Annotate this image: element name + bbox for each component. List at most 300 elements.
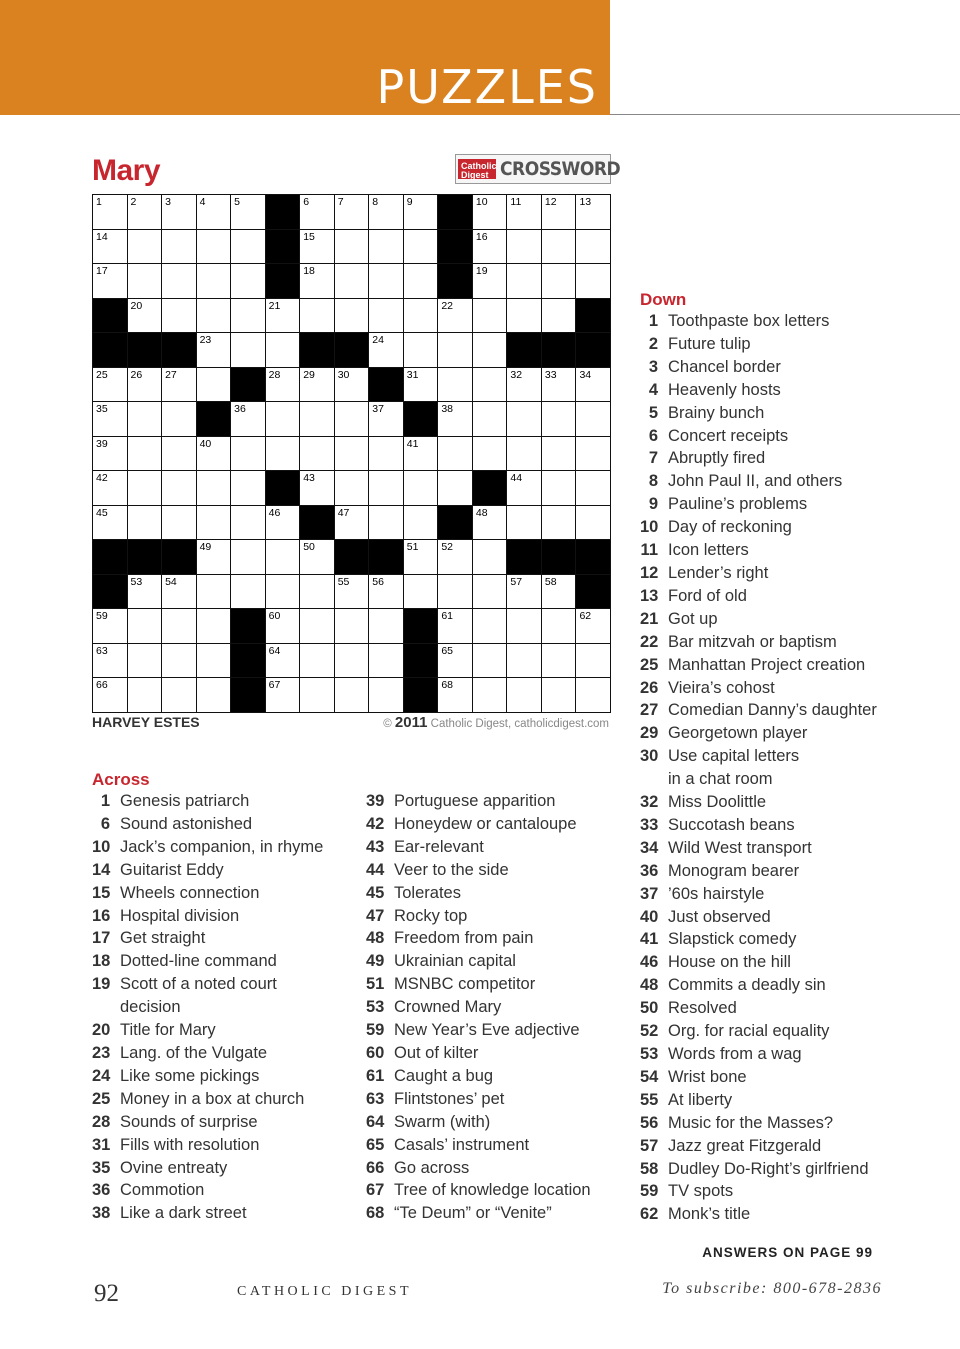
- grid-cell[interactable]: [506, 677, 542, 713]
- clue-item: [366, 1134, 591, 1157]
- clue-item: [92, 1202, 323, 1225]
- grid-cell[interactable]: [437, 643, 473, 679]
- grid-cell[interactable]: [161, 505, 197, 541]
- grid-block: [506, 332, 542, 368]
- clue-number: 16: [92, 906, 111, 925]
- clue-text: Commits a deadly sin: [668, 976, 826, 995]
- clue-number: 43: [366, 837, 385, 856]
- grid-cell[interactable]: [437, 574, 473, 610]
- grid-cell[interactable]: [437, 367, 473, 403]
- cell-number: 32: [510, 368, 523, 381]
- grid-cell[interactable]: [368, 332, 404, 368]
- clue-text: Freedom from pain: [394, 929, 534, 948]
- clue-number: 47: [366, 906, 385, 925]
- grid-cell[interactable]: [196, 643, 232, 679]
- grid-cell[interactable]: [472, 505, 508, 541]
- clue-text: Money in a box at church: [120, 1089, 305, 1108]
- grid-cell[interactable]: [230, 539, 266, 575]
- clue-item: [366, 859, 591, 882]
- grid-cell[interactable]: [92, 470, 128, 506]
- grid-cell[interactable]: [403, 436, 439, 472]
- grid-cell[interactable]: [334, 229, 370, 265]
- grid-cell[interactable]: [161, 263, 197, 299]
- clue-text: Jazz great Fitzgerald: [668, 1136, 822, 1155]
- grid-cell[interactable]: [196, 436, 232, 472]
- clue-text: Portuguese apparition: [394, 792, 556, 810]
- grid-cell[interactable]: [230, 401, 266, 437]
- cell-number: 60: [268, 610, 281, 623]
- grid-cell[interactable]: [403, 505, 439, 541]
- grid-cell[interactable]: [92, 643, 128, 679]
- grid-cell[interactable]: [541, 677, 577, 713]
- grid-block: [403, 608, 439, 644]
- clue-text: MSNBC competitor: [394, 975, 536, 994]
- grid-cell[interactable]: [161, 470, 197, 506]
- grid-cell[interactable]: [127, 367, 163, 403]
- grid-cell[interactable]: [161, 436, 197, 472]
- grid-cell[interactable]: [299, 367, 335, 403]
- cell-number: 63: [96, 644, 108, 657]
- grid-cell[interactable]: [334, 298, 370, 334]
- grid-cell[interactable]: [161, 194, 197, 230]
- grid-cell[interactable]: [230, 436, 266, 472]
- clue-number: 26: [640, 678, 659, 697]
- grid-cell[interactable]: [334, 505, 370, 541]
- grid-cell[interactable]: [196, 194, 232, 230]
- clue-item: [640, 951, 877, 974]
- clue-item: [92, 1134, 323, 1157]
- grid-cell[interactable]: [403, 332, 439, 368]
- clue-number: 58: [640, 1159, 659, 1178]
- grid-block: [368, 539, 404, 575]
- grid-cell[interactable]: [196, 229, 232, 265]
- grid-cell[interactable]: [403, 574, 439, 610]
- grid-cell[interactable]: [299, 608, 335, 644]
- grid-cell[interactable]: [472, 677, 508, 713]
- grid-cell[interactable]: [230, 194, 266, 230]
- clue-text: Wild West transport: [668, 838, 812, 857]
- clue-number: 11: [640, 541, 658, 560]
- grid-cell[interactable]: [92, 229, 128, 265]
- grid-cell[interactable]: [230, 298, 266, 334]
- grid-cell[interactable]: [92, 677, 128, 713]
- cell-number: 20: [130, 299, 143, 312]
- grid-cell[interactable]: [299, 574, 335, 610]
- clue-number: 17: [92, 929, 111, 948]
- cell-number: 47: [337, 506, 350, 519]
- grid-cell[interactable]: [230, 332, 266, 368]
- grid-cell[interactable]: [541, 470, 577, 506]
- clue-text: Sound astonished: [120, 814, 253, 833]
- grid-cell[interactable]: [92, 436, 128, 472]
- grid-cell[interactable]: [127, 505, 163, 541]
- grid-cell[interactable]: [334, 677, 370, 713]
- grid-cell[interactable]: [472, 539, 508, 575]
- clue-item: [92, 950, 323, 973]
- grid-cell[interactable]: [575, 608, 611, 644]
- grid-cell[interactable]: [368, 194, 404, 230]
- cell-number: 21: [268, 299, 281, 312]
- grid-cell[interactable]: [196, 539, 232, 575]
- clue-number: 3: [648, 357, 658, 376]
- grid-cell[interactable]: [472, 367, 508, 403]
- grid-block: [575, 332, 611, 368]
- grid-cell[interactable]: [196, 332, 232, 368]
- grid-cell[interactable]: [265, 643, 301, 679]
- clue-item: [640, 1135, 877, 1158]
- grid-cell[interactable]: [368, 229, 404, 265]
- grid-cell[interactable]: [506, 298, 542, 334]
- grid-block: [403, 677, 439, 713]
- crossword-wordmark: CROSSWORD: [500, 158, 621, 180]
- grid-cell[interactable]: [541, 263, 577, 299]
- grid-cell[interactable]: [437, 298, 473, 334]
- grid-cell[interactable]: [472, 229, 508, 265]
- grid-cell[interactable]: [127, 608, 163, 644]
- grid-cell[interactable]: [437, 332, 473, 368]
- grid-cell[interactable]: [368, 263, 404, 299]
- grid-cell[interactable]: [472, 643, 508, 679]
- grid-cell[interactable]: [541, 436, 577, 472]
- clue-text: Heavenly hosts: [668, 380, 781, 399]
- grid-cell[interactable]: [299, 470, 335, 506]
- grid-block: [265, 194, 301, 230]
- clue-text: John Paul II, and others: [668, 472, 843, 491]
- copyright-year: 2011: [394, 714, 428, 731]
- grid-cell[interactable]: [299, 401, 335, 437]
- clue-item: [92, 1019, 323, 1042]
- clue-number: 57: [640, 1136, 659, 1155]
- clue-number: 7: [648, 449, 658, 468]
- grid-cell[interactable]: [541, 608, 577, 644]
- clue-number: 24: [92, 1066, 111, 1085]
- clue-text: Lang. of the Vulgate: [120, 1043, 268, 1062]
- grid-cell[interactable]: [299, 677, 335, 713]
- clue-text: At liberty: [668, 1090, 733, 1109]
- grid-cell[interactable]: [506, 229, 542, 265]
- grid-cell[interactable]: [575, 229, 611, 265]
- grid-cell[interactable]: [127, 436, 163, 472]
- cell-number: 1: [96, 196, 102, 208]
- grid-cell[interactable]: [230, 263, 266, 299]
- cell-number: 19: [475, 265, 488, 278]
- cell-number: 18: [303, 265, 315, 278]
- grid-cell[interactable]: [472, 436, 508, 472]
- grid-cell[interactable]: [127, 298, 163, 334]
- grid-cell[interactable]: [368, 470, 404, 506]
- grid-cell[interactable]: [265, 608, 301, 644]
- clue-text: Ear-relevant: [394, 837, 484, 856]
- clue-text: Rocky top: [394, 906, 468, 925]
- grid-cell[interactable]: [196, 470, 232, 506]
- grid-cell[interactable]: [368, 574, 404, 610]
- clue-number: 56: [640, 1113, 659, 1132]
- magazine-name: CATHOLIC DIGEST: [237, 1284, 412, 1299]
- grid-cell[interactable]: [403, 298, 439, 334]
- grid-cell[interactable]: [161, 574, 197, 610]
- grid-cell[interactable]: [472, 298, 508, 334]
- clue-item: [92, 1157, 323, 1180]
- grid-cell[interactable]: [506, 470, 542, 506]
- grid-cell[interactable]: [127, 263, 163, 299]
- clue-item: [640, 814, 877, 837]
- grid-cell[interactable]: [299, 539, 335, 575]
- clue-text: Guitarist Eddy: [120, 860, 224, 879]
- grid-cell[interactable]: [299, 263, 335, 299]
- cell-number: 12: [544, 196, 557, 208]
- clue-item: [640, 493, 877, 516]
- clue-item: [92, 927, 323, 950]
- grid-cell[interactable]: [265, 332, 301, 368]
- clue-item: [366, 1111, 591, 1134]
- grid-cell[interactable]: [127, 677, 163, 713]
- grid-cell[interactable]: [575, 436, 611, 472]
- grid-cell[interactable]: [403, 367, 439, 403]
- grid-cell[interactable]: [334, 263, 370, 299]
- grid-cell[interactable]: [541, 643, 577, 679]
- clue-text: Like a dark street: [120, 1204, 247, 1223]
- clue-item: [92, 973, 323, 996]
- grid-cell[interactable]: [575, 263, 611, 299]
- grid-cell[interactable]: [575, 470, 611, 506]
- clue-number: 51: [366, 975, 385, 994]
- grid-cell[interactable]: [334, 470, 370, 506]
- clue-number: 42: [366, 814, 385, 833]
- grid-cell[interactable]: [403, 229, 439, 265]
- grid-cell[interactable]: [541, 574, 577, 610]
- clue-text: Pauline’s problems: [668, 495, 808, 514]
- grid-cell[interactable]: [196, 677, 232, 713]
- grid-cell[interactable]: [368, 505, 404, 541]
- grid-cell[interactable]: [368, 298, 404, 334]
- grid-cell[interactable]: [161, 677, 197, 713]
- grid-cell[interactable]: [437, 470, 473, 506]
- clue-item: [92, 1088, 323, 1111]
- grid-cell[interactable]: [437, 608, 473, 644]
- clue-text: Get straight: [120, 929, 206, 948]
- grid-cell[interactable]: [161, 401, 197, 437]
- grid-cell[interactable]: [127, 470, 163, 506]
- grid-cell[interactable]: [127, 643, 163, 679]
- grid-cell[interactable]: [334, 367, 370, 403]
- grid-cell[interactable]: [472, 401, 508, 437]
- grid-cell[interactable]: [472, 194, 508, 230]
- grid-cell[interactable]: [196, 298, 232, 334]
- copyright-credit: [383, 714, 609, 731]
- grid-cell[interactable]: [196, 263, 232, 299]
- grid-cell[interactable]: [506, 436, 542, 472]
- clue-number: 22: [640, 632, 659, 651]
- grid-cell[interactable]: [92, 367, 128, 403]
- clue-item: [640, 928, 877, 951]
- clue-item: [92, 813, 323, 836]
- clue-text: Comedian Danny’s daughter: [668, 701, 877, 720]
- grid-block: [196, 401, 232, 437]
- grid-cell[interactable]: [230, 505, 266, 541]
- grid-cell[interactable]: [92, 263, 128, 299]
- grid-cell[interactable]: [196, 608, 232, 644]
- clue-number: 48: [366, 929, 385, 948]
- grid-cell[interactable]: [196, 367, 232, 403]
- grid-cell[interactable]: [575, 505, 611, 541]
- grid-cell[interactable]: [368, 643, 404, 679]
- grid-cell[interactable]: [506, 263, 542, 299]
- grid-cell[interactable]: [575, 194, 611, 230]
- grid-cell[interactable]: [575, 367, 611, 403]
- grid-cell[interactable]: [127, 574, 163, 610]
- grid-cell[interactable]: [575, 677, 611, 713]
- clue-text: decision: [120, 998, 181, 1017]
- clue-text: Miss Doolittle: [668, 793, 767, 812]
- grid-cell[interactable]: [265, 505, 301, 541]
- clue-text: Concert receipts: [668, 426, 789, 445]
- clue-item: [366, 905, 591, 928]
- grid-cell[interactable]: [265, 436, 301, 472]
- clue-text: Bar mitzvah or baptism: [668, 632, 837, 651]
- grid-cell[interactable]: [334, 401, 370, 437]
- grid-cell[interactable]: [92, 608, 128, 644]
- grid-cell[interactable]: [230, 574, 266, 610]
- grid-cell[interactable]: [575, 401, 611, 437]
- grid-cell[interactable]: [299, 643, 335, 679]
- grid-cell[interactable]: [368, 401, 404, 437]
- grid-cell[interactable]: [541, 505, 577, 541]
- grid-cell[interactable]: [334, 574, 370, 610]
- grid-cell[interactable]: [334, 608, 370, 644]
- crossword-grid: [92, 194, 610, 712]
- cell-number: 67: [268, 679, 281, 692]
- grid-cell[interactable]: [265, 539, 301, 575]
- grid-cell[interactable]: [265, 401, 301, 437]
- grid-cell[interactable]: [334, 194, 370, 230]
- clue-item: [640, 425, 877, 448]
- clue-text: New Year’s Eve adjective: [394, 1021, 580, 1040]
- clue-item: [366, 813, 591, 836]
- grid-cell[interactable]: [541, 367, 577, 403]
- grid-cell[interactable]: [541, 194, 577, 230]
- grid-cell[interactable]: [92, 401, 128, 437]
- grid-cell[interactable]: [265, 367, 301, 403]
- grid-cell[interactable]: [368, 677, 404, 713]
- cell-number: 49: [199, 541, 212, 554]
- grid-cell[interactable]: [230, 470, 266, 506]
- grid-cell[interactable]: [265, 574, 301, 610]
- grid-block: [92, 298, 128, 334]
- grid-cell[interactable]: [334, 643, 370, 679]
- grid-cell[interactable]: [127, 229, 163, 265]
- clue-number: 34: [640, 838, 659, 857]
- cell-number: 51: [406, 541, 419, 554]
- grid-cell[interactable]: [299, 194, 335, 230]
- grid-cell[interactable]: [265, 677, 301, 713]
- cell-number: 41: [406, 437, 419, 450]
- grid-cell[interactable]: [541, 298, 577, 334]
- grid-cell[interactable]: [92, 194, 128, 230]
- clue-item: [366, 882, 591, 905]
- grid-cell[interactable]: [161, 298, 197, 334]
- clue-text: Slapstick comedy: [668, 930, 797, 949]
- cell-number: 45: [96, 506, 108, 519]
- grid-cell[interactable]: [196, 574, 232, 610]
- grid-cell[interactable]: [403, 194, 439, 230]
- grid-cell[interactable]: [161, 608, 197, 644]
- clue-number: 6: [648, 426, 658, 445]
- grid-cell[interactable]: [472, 608, 508, 644]
- grid-cell[interactable]: [161, 229, 197, 265]
- grid-cell[interactable]: [334, 436, 370, 472]
- grid-cell[interactable]: [403, 263, 439, 299]
- clue-number: 33: [640, 815, 659, 834]
- grid-cell[interactable]: [506, 608, 542, 644]
- grid-cell[interactable]: [403, 539, 439, 575]
- grid-cell[interactable]: [127, 401, 163, 437]
- grid-cell[interactable]: [541, 229, 577, 265]
- clue-item: [366, 950, 591, 973]
- clue-number: [92, 996, 110, 1019]
- grid-cell[interactable]: [541, 401, 577, 437]
- clue-number: 59: [640, 1182, 659, 1201]
- grid-cell[interactable]: [368, 608, 404, 644]
- clue-number: 44: [366, 860, 385, 879]
- grid-cell[interactable]: [92, 505, 128, 541]
- grid-cell[interactable]: [403, 470, 439, 506]
- cell-number: 16: [475, 230, 488, 243]
- grid-cell[interactable]: [265, 298, 301, 334]
- grid-cell[interactable]: [196, 505, 232, 541]
- grid-cell[interactable]: [437, 539, 473, 575]
- clue-item: [640, 883, 877, 906]
- grid-block: [161, 539, 197, 575]
- grid-block: [403, 401, 439, 437]
- grid-cell[interactable]: [161, 367, 197, 403]
- grid-cell[interactable]: [506, 574, 542, 610]
- grid-cell[interactable]: [506, 643, 542, 679]
- clue-number: 14: [92, 860, 111, 879]
- grid-cell[interactable]: [127, 194, 163, 230]
- clue-item: [92, 1042, 323, 1065]
- cell-number: 5: [234, 196, 240, 208]
- grid-cell[interactable]: [161, 643, 197, 679]
- grid-cell[interactable]: [506, 505, 542, 541]
- grid-cell[interactable]: [472, 332, 508, 368]
- clue-item: [366, 1042, 591, 1065]
- grid-cell[interactable]: [472, 263, 508, 299]
- clue-number: 59: [366, 1021, 385, 1040]
- clue-text: Casals’ instrument: [394, 1135, 530, 1154]
- grid-cell[interactable]: [506, 367, 542, 403]
- grid-cell[interactable]: [575, 643, 611, 679]
- clue-item: [92, 1111, 323, 1134]
- clue-text: Brainy bunch: [668, 403, 765, 422]
- grid-cell[interactable]: [437, 401, 473, 437]
- grid-cell[interactable]: [299, 298, 335, 334]
- grid-cell[interactable]: [472, 574, 508, 610]
- clue-number: 40: [640, 907, 659, 926]
- grid-cell[interactable]: [230, 229, 266, 265]
- grid-cell[interactable]: [299, 229, 335, 265]
- clue-number: 4: [648, 380, 658, 399]
- grid-cell[interactable]: [437, 436, 473, 472]
- clue-number: 64: [366, 1112, 385, 1131]
- grid-cell[interactable]: [506, 194, 542, 230]
- grid-cell[interactable]: [299, 436, 335, 472]
- grid-cell[interactable]: [368, 436, 404, 472]
- cell-number: 29: [303, 368, 315, 381]
- grid-cell[interactable]: [506, 401, 542, 437]
- grid-cell[interactable]: [437, 677, 473, 713]
- clue-text: “Te Deum” or “Venite”: [394, 1204, 552, 1223]
- clue-number: 50: [640, 999, 659, 1018]
